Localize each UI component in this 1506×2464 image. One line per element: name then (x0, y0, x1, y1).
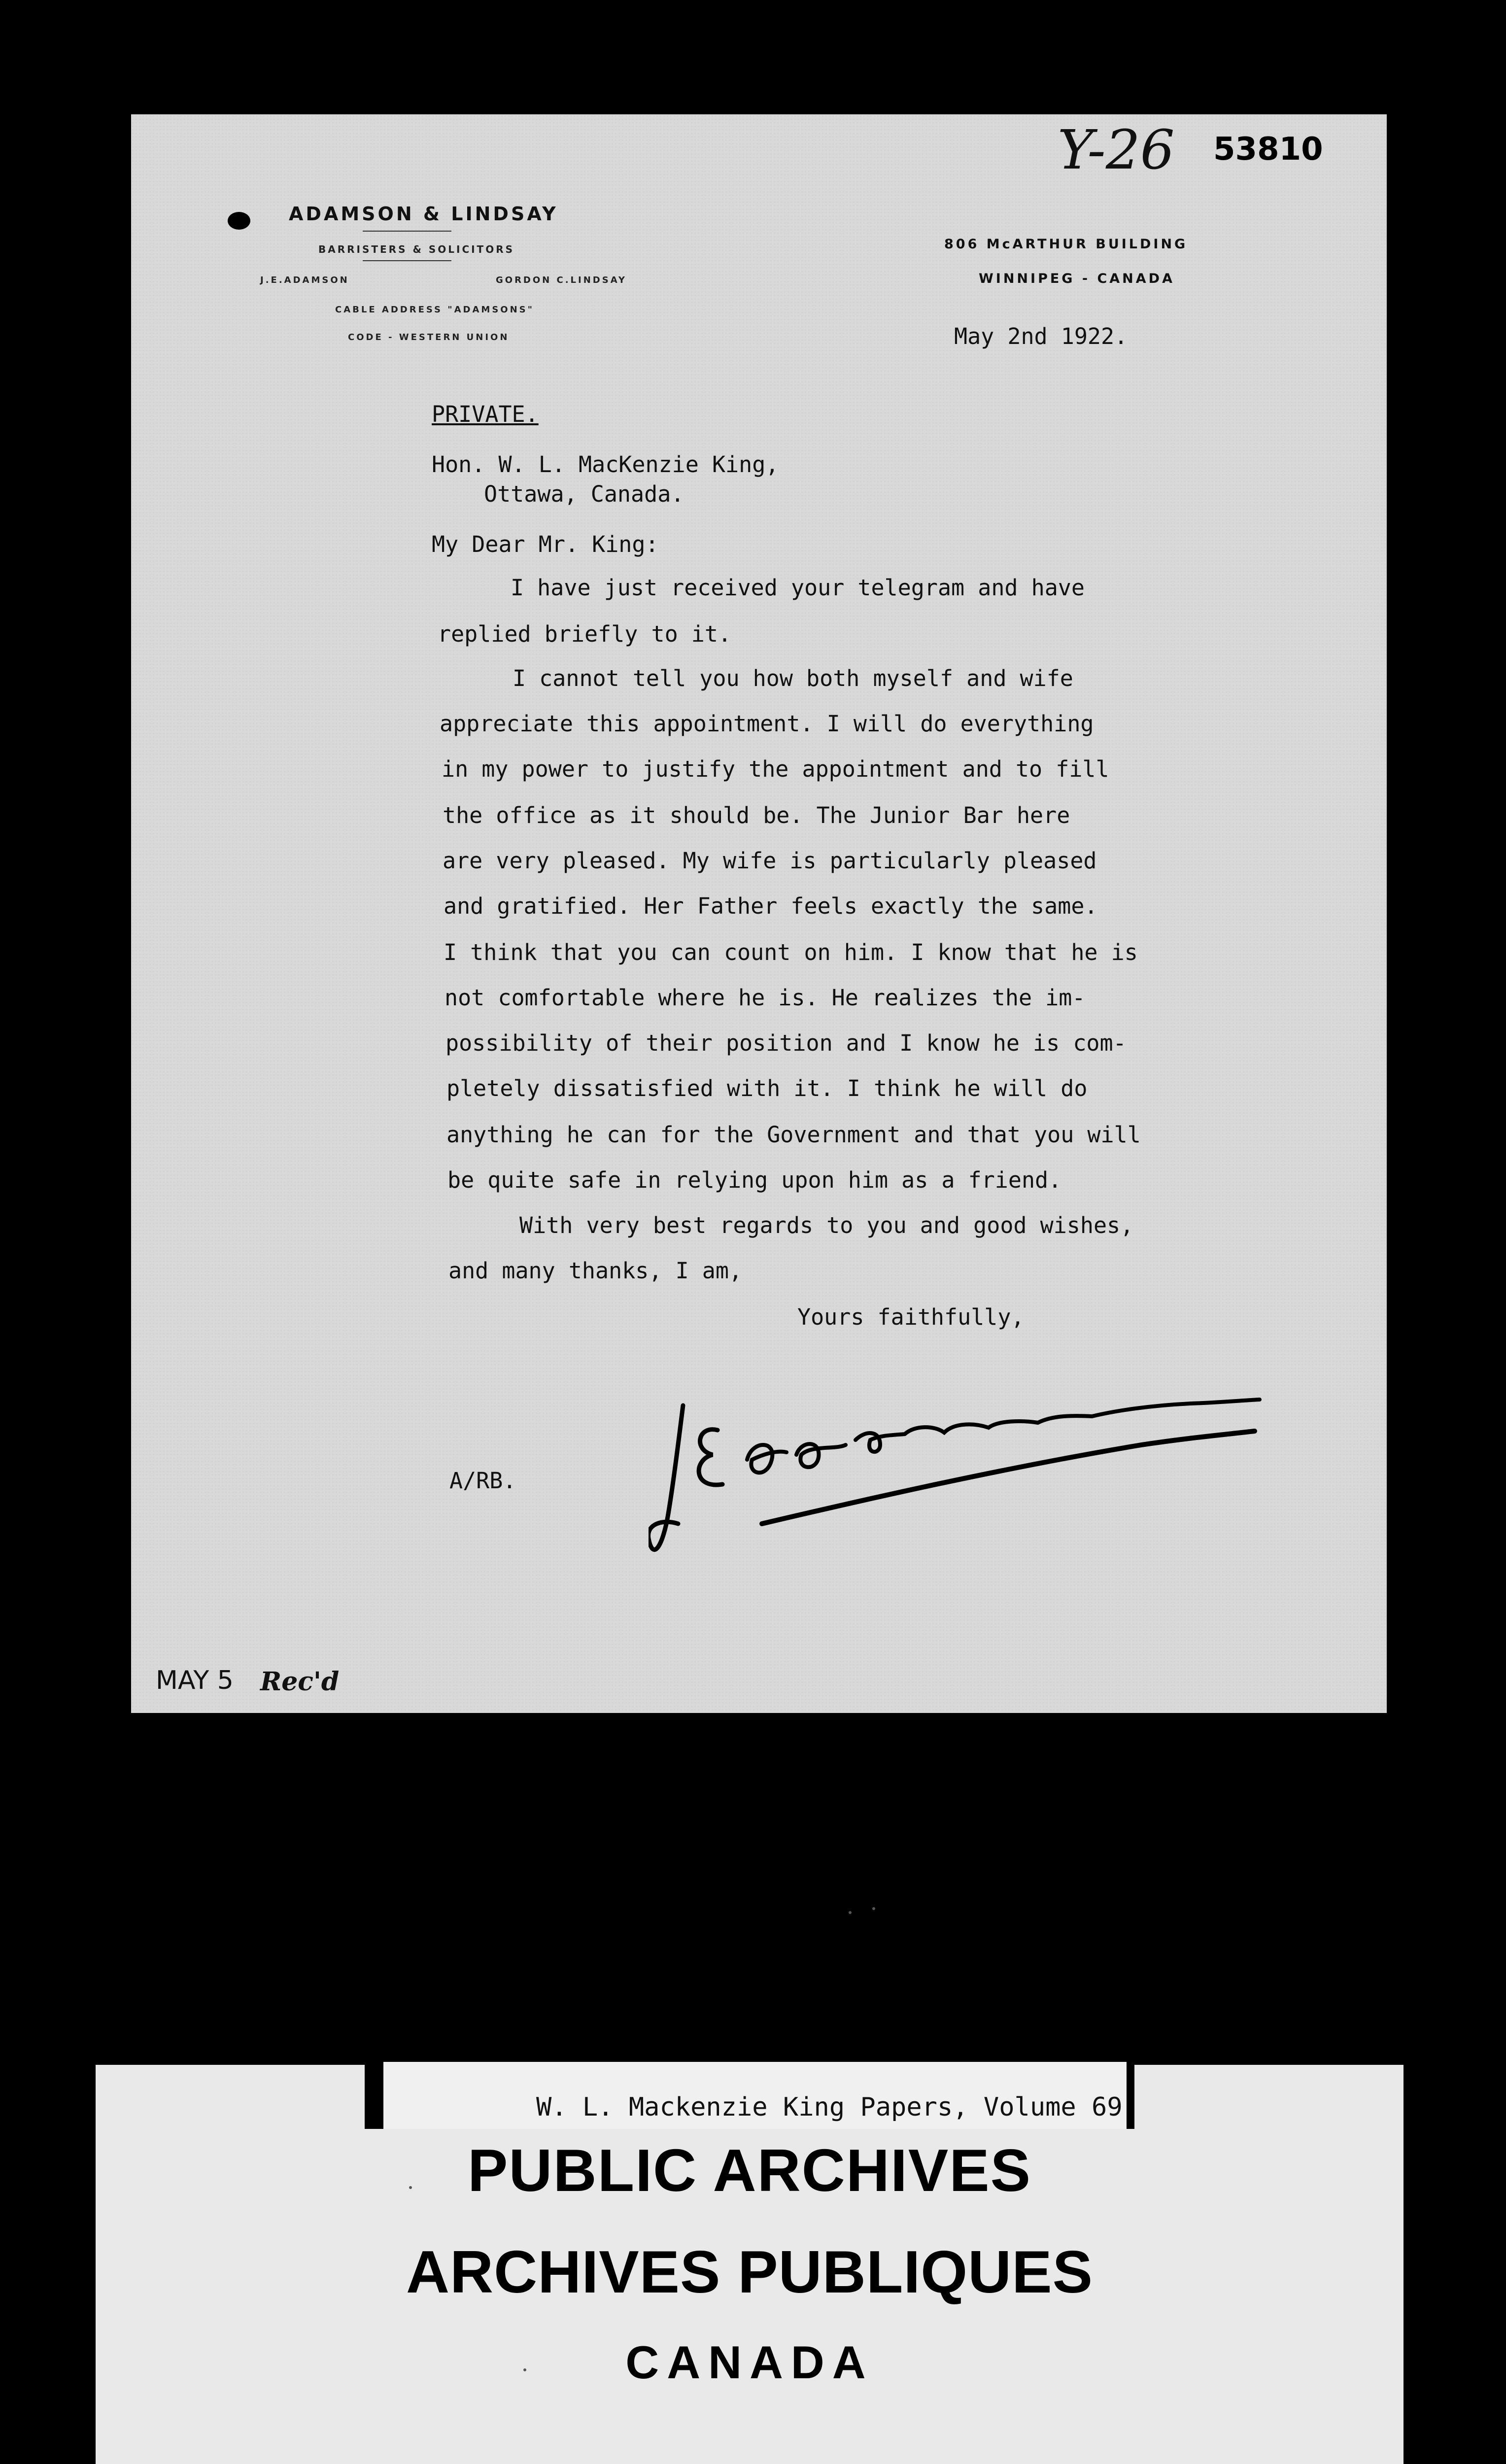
letterhead-cable: CABLE ADDRESS "ADAMSONS" (335, 305, 535, 315)
canada-heading: CANADA (625, 2336, 874, 2388)
body-line: pletely dissatisfied with it. I think he will do (446, 1075, 1088, 1101)
letterhead-partner-right: GORDON C.LINDSAY (496, 275, 627, 285)
letterhead-address-line2: WINNIPEG - CANADA (979, 271, 1175, 286)
body-line: are very pleased. My wife is particularly pleased (443, 848, 1097, 874)
body-line: the office as it should be. The Junior Bar here (443, 802, 1070, 828)
handwritten-file-number: Y-26 (1058, 118, 1175, 181)
body-line: appreciate this appointment. I will do everything (440, 711, 1094, 737)
body-line: replied briefly to it. (438, 621, 732, 647)
body-line: With very best regards to you and good wishes, (519, 1212, 1134, 1238)
body-line: anything he can for the Government and that you will (446, 1122, 1141, 1148)
private-marking: PRIVATE. (432, 401, 539, 427)
public-archives-heading: PUBLIC ARCHIVES (468, 2137, 1031, 2204)
body-line: in my power to justify the appointment and to fill (442, 756, 1109, 782)
body-line: and gratified. Her Father feels exactly the same. (444, 893, 1098, 919)
letterhead-address-line1: 806 McARTHUR BUILDING (944, 237, 1188, 252)
received-stamp-word: Rec'd (260, 1667, 340, 1697)
typist-initials: A/RB. (449, 1468, 516, 1494)
body-line: I cannot tell you how both myself and wife (513, 665, 1073, 691)
letterhead-firm: ADAMSON & LINDSAY (289, 203, 558, 225)
body-line: I think that you can count on him. I know that he is (444, 939, 1138, 965)
body-line: be quite safe in relying upon him as a friend. (447, 1167, 1062, 1193)
letter-date: May 2nd 1922. (954, 323, 1128, 349)
archive-label-tab (383, 2062, 1127, 2129)
letterhead-rule (363, 231, 451, 232)
archives-publiques-heading: ARCHIVES PUBLIQUES (406, 2238, 1094, 2305)
salutation: My Dear Mr. King: (432, 531, 659, 557)
letterhead-partner-left: J.E.ADAMSON (260, 275, 349, 285)
speck (409, 2186, 412, 2189)
label-tab-notch (1127, 2062, 1134, 2129)
speck (872, 1907, 875, 1910)
signature-image (649, 1376, 1338, 1583)
volume-reference: W. L. Mackenzie King Papers, Volume 69 (536, 2092, 1123, 2122)
label-tab-notch (365, 2062, 383, 2129)
letterhead-code: CODE - WESTERN UNION (348, 332, 510, 342)
addressee-line1: Hon. W. L. MacKenzie King, (432, 451, 779, 478)
letter-page (131, 114, 1387, 1713)
file-number-stamp: 53810 (1213, 131, 1323, 168)
closing: Yours faithfully, (797, 1304, 1025, 1330)
addressee-line2: Ottawa, Canada. (484, 481, 685, 507)
speck (849, 1911, 852, 1914)
body-line: and many thanks, I am, (448, 1258, 743, 1284)
body-line: I have just received your telegram and have (511, 575, 1085, 601)
received-stamp-date: MAY 5 (156, 1666, 234, 1695)
body-line: possibility of their position and I know he is com- (445, 1030, 1127, 1056)
letterhead-rule (363, 260, 451, 261)
ink-blot (228, 212, 250, 230)
body-line: not comfortable where he is. He realizes the im- (445, 985, 1086, 1011)
letterhead-profession: BARRISTERS & SOLICITORS (318, 243, 515, 255)
speck (523, 2368, 526, 2371)
